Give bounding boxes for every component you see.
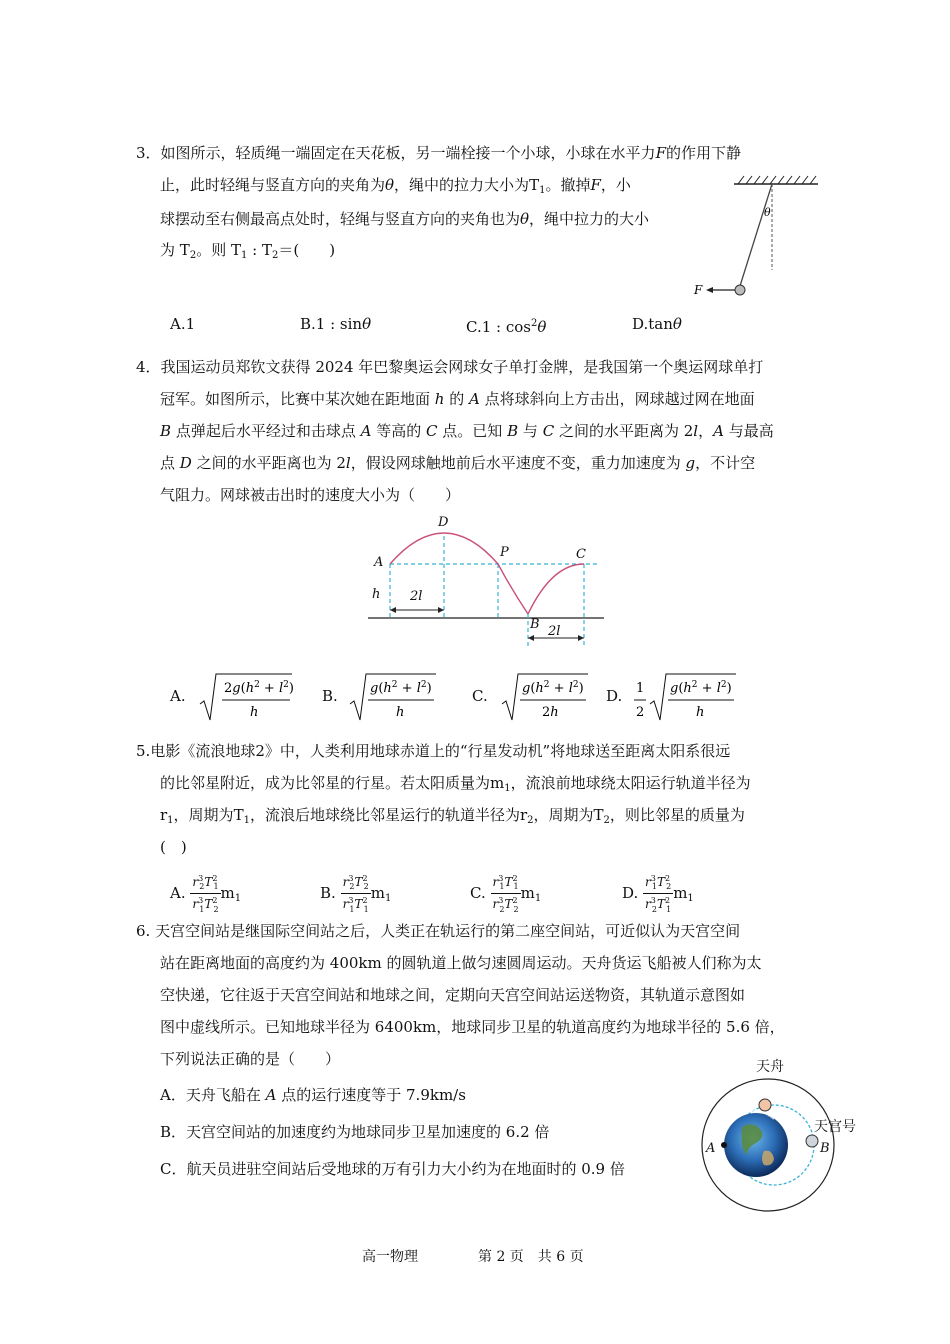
q4-trajectory-figure <box>360 510 620 645</box>
svg-text:1: 1 <box>636 681 645 696</box>
q3-text-2c: 。撤掉 <box>545 176 591 194</box>
q3-opt-d-letter: D. <box>632 315 649 333</box>
svg-text:h: h <box>696 705 705 720</box>
q4-text-4c: ，假设网球触地前后水平速度不变，重力加速度为 <box>350 454 681 472</box>
q3-opt-c-letter: C. <box>466 318 482 336</box>
q6-opt-c-text: C．航天员进驻空间站后受地球的万有引力大小约为在地面时的 0.9 倍 <box>160 1160 625 1178</box>
svg-text:h: h <box>396 705 405 720</box>
theta: θ <box>672 315 682 333</box>
q3-text-1b: 的作用下静 <box>665 144 741 162</box>
q4-fig-label-a: A <box>374 555 384 570</box>
q5-text-3d: ，则比邻星的质量为 <box>609 806 745 824</box>
q5-text-3: ，周期为 <box>173 806 234 824</box>
q3-text-3b: ，绳中拉力的大小 <box>529 210 650 228</box>
q4-option-b[interactable] <box>322 686 338 706</box>
q6-opt-a-tail: 点的运行速度等于 7.9km/s <box>281 1086 466 1104</box>
q5-line-3: $r_1$，周期为$T_1$，流浪后地球绕比邻星运行的轨道半径为$r_2$，周期为$T_2$，则比邻星的质量为 <box>160 806 745 826</box>
q4-fig-label-h: h <box>372 587 381 602</box>
q5-opt-b-letter: B. <box>320 883 336 902</box>
q6-text-2: 站在距离地面的高度约为 400km 的圆轨道上做匀速圆周运动。天舟货运飞船被人们称为太 <box>160 954 762 972</box>
q5-option-a[interactable]: A. $\frac{r^3_2T^2_1}{r^3_1T^2_2}$ $m_1$ <box>170 874 242 914</box>
q4-text-4d: ，不计空 <box>695 454 756 472</box>
q3-option-a[interactable] <box>170 314 195 334</box>
q5-line-2: 的比邻星附近，成为比邻星的行星。若太阳质量为$m_1$，流浪前地球绕太阳运行轨道半径为 <box>160 774 751 794</box>
q6-fig-a: A <box>706 1141 716 1156</box>
q4-option-c-formula <box>498 668 594 726</box>
q4-text-3f: 与最高 <box>728 422 774 440</box>
q3-number: 3． <box>136 144 161 162</box>
q4-option-b-formula <box>346 668 442 726</box>
q4-fig-label-c: C <box>576 547 586 562</box>
q4-option-a-formula <box>196 668 296 726</box>
q5-option-b[interactable]: B. $\frac{r^3_2T^2_2}{r^3_1T^2_1}$ $m_1$ <box>320 874 392 914</box>
q6-fig-tianzhou: 天舟 <box>756 1059 784 1075</box>
q5-number: 5. <box>136 742 151 760</box>
q3-option-d[interactable] <box>632 314 682 334</box>
tianzhou-marker <box>759 1099 771 1111</box>
q4-opt-c-letter: C. <box>472 687 488 705</box>
q5-text-1: 电影《流浪地球2》中，人类利用地球赤道上的“行星发动机”将地球送至距离太阳系很远 <box>150 742 731 760</box>
q4-fig-label-d: D <box>438 515 449 530</box>
q4-option-d-formula <box>632 668 744 726</box>
q6-option-b[interactable] <box>160 1122 549 1142</box>
q4-fig-label-d1: 2l <box>410 589 423 604</box>
q4-text-3e: 之间的水平距离为 2 <box>558 422 694 440</box>
q6-text-4: 图中虚线所示。已知地球半径为 6400km，地球同步卫星的轨道高度约为地球半径的 5.6 倍， <box>160 1018 785 1036</box>
q3-opt-c-text: 1 : cos <box>481 318 531 336</box>
q6-number: 6. <box>136 922 151 940</box>
q3-fig-force: F <box>694 283 703 297</box>
q6-text-5: 下列说法正确的是（ ） <box>160 1050 341 1068</box>
footer-subject: 高一物理 <box>362 1249 418 1265</box>
q6-opt-b-text: B．天宫空间站的加速度约为地球同步卫星加速度的 6.2 倍 <box>160 1123 550 1141</box>
q4-text-4b: 之间的水平距离也为 2 <box>196 454 346 472</box>
svg-text:2h: 2h <box>542 705 559 720</box>
theta: θ <box>537 318 547 336</box>
q3-text-4b: 。则 <box>196 241 227 259</box>
earth-image <box>724 1113 788 1177</box>
q4-option-d[interactable] <box>606 686 622 706</box>
q3-fig-theta: θ <box>764 206 771 219</box>
q4-opt-d-letter: D. <box>606 687 623 705</box>
q4-text-3: 点弹起后水平经过和击球点 <box>175 422 356 440</box>
svg-text:g(h2 + l2): $g(h^2 + l^2)$ <box>370 680 432 696</box>
q4-text-3d: 与 <box>522 422 538 440</box>
q6-line-5 <box>160 1049 340 1069</box>
q3-opt-b-letter: B. <box>300 315 316 333</box>
theta: θ <box>385 176 395 194</box>
q3-opt-b-text: 1 : sin <box>315 315 363 333</box>
q5-opt-c-fraction: $\frac{r^3_1T^2_1}{r^3_2T^2_2}$ <box>492 874 519 914</box>
force-symbol: F <box>590 176 601 194</box>
q4-text-3c: 点。已知 <box>442 422 503 440</box>
q5-opt-c-letter: C. <box>470 883 486 902</box>
q6-option-a[interactable]: A．天舟飞船在 A 点的运行速度等于 7.9km/s <box>160 1086 466 1104</box>
q5-opt-a-fraction: $\frac{r^3_2T^2_1}{r^3_1T^2_2}$ <box>192 874 219 914</box>
q3-pendulum-figure <box>690 170 830 305</box>
q3-text-3: 球摆动至右侧最高点处时，轻绳与竖直方向的夹角也为 <box>160 210 521 228</box>
q5-opt-a-letter: A. <box>170 883 186 902</box>
q4-opt-a-letter: A. <box>170 687 186 705</box>
q5-text-3b: ，流浪后地球绕比邻星运行的轨道半径为 <box>249 806 520 824</box>
t2: T <box>261 241 272 259</box>
q4-fig-label-b: B <box>530 617 540 632</box>
q3-line-2: 止，此时轻绳与竖直方向的夹角为θ，绳中的拉力大小为$T_1$。撤掉F，小 <box>160 176 631 196</box>
t2: T <box>179 241 190 259</box>
q3-text-2b: ，绳中的拉力大小为 <box>394 176 530 194</box>
q5-opt-d-letter: D. <box>622 883 639 902</box>
svg-text:h: h <box>250 705 259 720</box>
q4-number: 4． <box>136 358 161 376</box>
q3-line-1 <box>136 143 741 163</box>
q3-option-c[interactable]: C.1 : $\cos^2\theta$ <box>466 318 547 336</box>
q3-option-b[interactable] <box>300 314 371 334</box>
q3-text-1: 如图所示，轻质绳一端固定在天花板，另一端栓接一个小球，小球在水平力 <box>160 144 656 162</box>
svg-text:2g(h2 + l2): $2g(h^2 + l^2)$ <box>224 680 294 696</box>
theta: θ <box>520 210 530 228</box>
q5-text-2b: ，流浪前地球绕太阳运行轨道半径为 <box>510 774 751 792</box>
q5-text-4: ( ) <box>160 838 187 856</box>
q4-line-1 <box>136 357 763 377</box>
tiangong-marker <box>806 1135 818 1147</box>
q4-line-5 <box>160 485 460 505</box>
q6-fig-b: B <box>820 1141 830 1156</box>
q3-force-symbol: F <box>655 144 666 162</box>
q4-text-2: 冠军。如图所示，比赛中某次她在距地面 <box>160 390 431 408</box>
q4-text-3b: 等高的 <box>376 422 422 440</box>
q4-line-4: 点 D 之间的水平距离也为 2l，假设网球触地前后水平速度不变，重力加速度为 g，不计空 <box>160 454 756 472</box>
q6-text-3: 空快递，它往返于天宫空间站和地球之间，定期向天宫空间站运送物资，其轨道示意图如 <box>160 986 746 1004</box>
q4-text-5: 气阻力。网球被击出时的速度大小为（ ） <box>160 486 461 504</box>
q5-text-3c: ，周期为 <box>533 806 594 824</box>
q3-text-4: 为 <box>160 241 176 259</box>
q4-fig-label-p: P <box>500 545 509 560</box>
q5-option-c[interactable]: C. $\frac{r^3_1T^2_1}{r^3_2T^2_2}$ $m_1$ <box>470 874 542 914</box>
q3-opt-a-text: A.1 <box>170 315 196 333</box>
q6-line-1 <box>136 921 740 941</box>
q4-text-2b: 点将球斜向上方击出，网球越过网在地面 <box>484 390 755 408</box>
t1: T <box>529 176 540 194</box>
q6-fig-tiangong: 天宫号 <box>814 1119 856 1135</box>
q4-fig-label-d2: 2l <box>548 624 561 639</box>
q6-option-c[interactable] <box>160 1159 625 1179</box>
q3-text-2: 止，此时轻绳与竖直方向的夹角为 <box>160 176 386 194</box>
q6-opt-a-text: A．天舟飞船在 <box>160 1086 261 1104</box>
footer-page: 第 2 页 共 6 页 <box>478 1249 584 1265</box>
q5-opt-d-fraction: $\frac{r^3_1T^2_2}{r^3_2T^2_1}$ <box>645 874 672 914</box>
svg-text:g(h2 + l2): $g(h^2 + l^2)$ <box>670 680 732 696</box>
q5-option-d[interactable]: D. $\frac{r^3_1T^2_2}{r^3_2T^2_1}$ $m_1$ <box>622 874 694 914</box>
svg-text:2: 2 <box>636 705 645 720</box>
q6-text-1: 天宫空间站是继国际空间站之后，人类正在轨运行的第二座空间站，可近似认为天宫空间 <box>155 922 741 940</box>
q4-option-a[interactable] <box>170 686 186 706</box>
q3-line-3 <box>160 209 649 229</box>
q6-line-2 <box>160 953 761 973</box>
q4-option-c[interactable] <box>472 686 488 706</box>
t1: T <box>230 241 241 259</box>
q6-line-3 <box>160 985 745 1005</box>
q3-text-2d: ，小 <box>600 176 631 194</box>
q6-orbit-figure <box>680 1055 860 1215</box>
q5-text-2: 的比邻星附近，成为比邻星的行星。若太阳质量为 <box>160 774 491 792</box>
q6-line-4 <box>160 1017 785 1037</box>
q4-text-4: 点 <box>160 454 176 472</box>
q4-text-1: 我国运动员郑钦文获得 2024 年巴黎奥运会网球女子单打金牌，是我国第一个奥运网球单打 <box>160 358 764 376</box>
q4-line-3: B 点弹起后水平经过和击球点 A 等高的 C 点。已知 B 与 C 之间的水平距离为 2l，A 与最高 <box>160 422 774 440</box>
q3-opt-d-text: tan <box>648 315 673 333</box>
q4-opt-b-letter: B. <box>322 687 338 705</box>
q4-line-2: 冠军。如图所示，比赛中某次她在距地面 h 的 A 点将球斜向上方击出，网球越过网在地面 <box>160 390 755 408</box>
q3-ratio: ＝( ) <box>278 241 336 259</box>
theta: θ <box>362 315 372 333</box>
q5-opt-b-fraction: $\frac{r^3_2T^2_2}{r^3_1T^2_1}$ <box>342 874 369 914</box>
svg-text:g(h2 + l2): $g(h^2 + l^2)$ <box>522 680 584 696</box>
q3-line-4: 为 $T_2$。则 $T_1$ : $T_2=$( ) <box>160 241 336 261</box>
q5-line-1 <box>136 741 730 761</box>
q5-line-4 <box>160 837 187 857</box>
